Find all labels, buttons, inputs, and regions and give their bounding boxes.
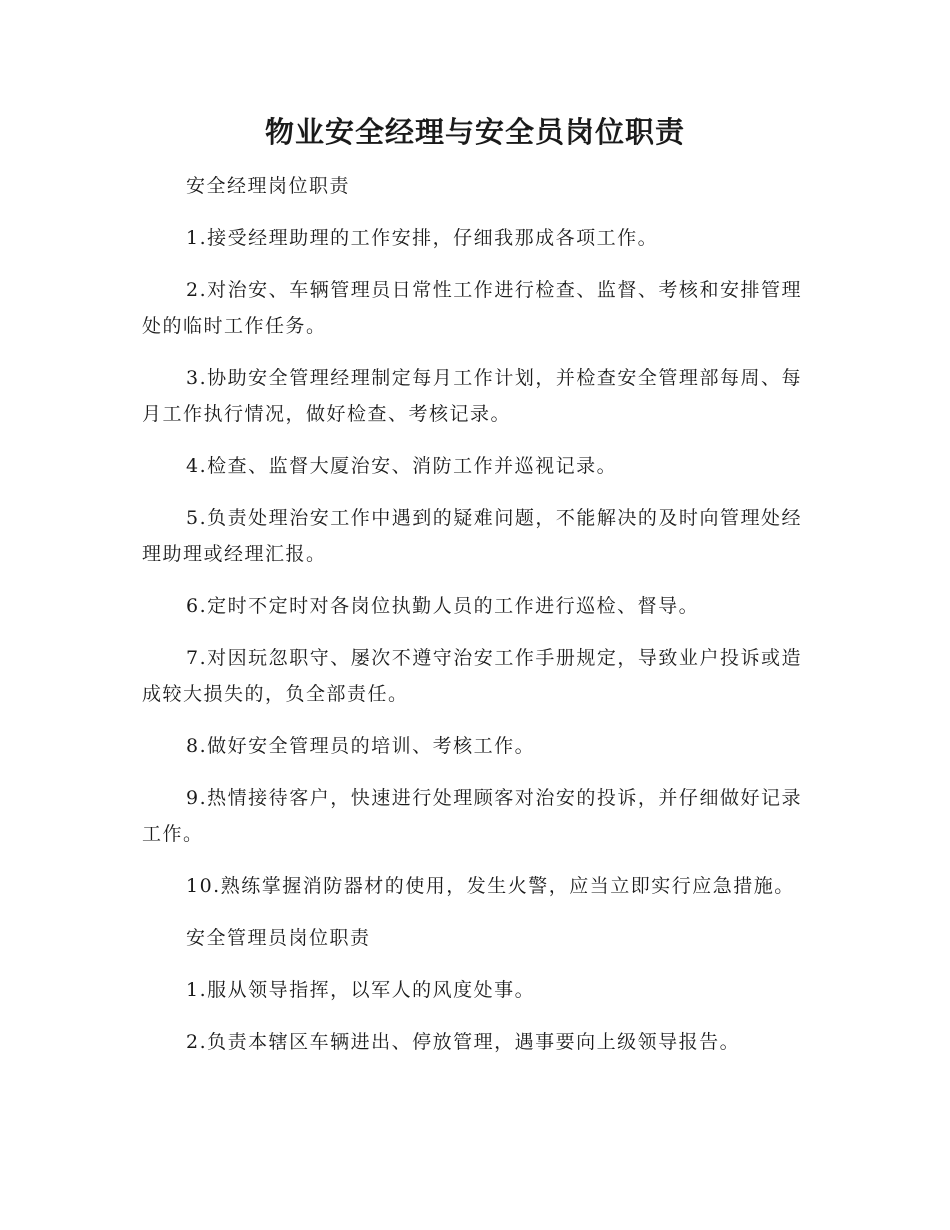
- duty-item: 7.对因玩忽职守、屡次不遵守治安工作手册规定，导致业户投诉或造成较大损失的，负全部责任。: [142, 647, 802, 705]
- section-heading-officer: 安全管理员岗位职责: [186, 927, 371, 949]
- document-body: [142, 168, 802, 1076]
- duty-item: 10.熟练掌握消防器材的使用，发生火警，应当立即实行应急措施。: [186, 875, 795, 897]
- duty-item: 6.定时不定时对各岗位执勤人员的工作进行巡检、督导。: [186, 595, 700, 617]
- duty-item: 1.服从领导指挥，以军人的风度处事。: [186, 979, 536, 1001]
- duty-item: 8.做好安全管理员的培训、考核工作。: [186, 735, 536, 757]
- duty-item: 5.负责处理治安工作中遇到的疑难问题，不能解决的及时向管理处经理助理或经理汇报。: [142, 507, 802, 565]
- duty-item: 2.对治安、车辆管理员日常性工作进行检查、监督、考核和安排管理处的临时工作任务。: [142, 279, 802, 337]
- section-heading-manager: 安全经理岗位职责: [186, 175, 351, 197]
- duty-item: 1.接受经理助理的工作安排，仔细我那成各项工作。: [186, 227, 659, 249]
- duty-item: 9.热情接待客户，快速进行处理顾客对治安的投诉，并仔细做好记录工作。: [142, 787, 802, 845]
- duty-item: 3.协助安全管理经理制定每月工作计划，并检查安全管理部每周、每月工作执行情况，做好检查、考核记录。: [142, 367, 802, 425]
- duty-item: 2.负责本辖区车辆进出、停放管理，遇事要向上级领导报告。: [186, 1031, 741, 1053]
- duty-item: 4.检查、监督大厦治安、消防工作并巡视记录。: [186, 455, 618, 477]
- document-title: 物业安全经理与安全员岗位职责: [264, 115, 685, 149]
